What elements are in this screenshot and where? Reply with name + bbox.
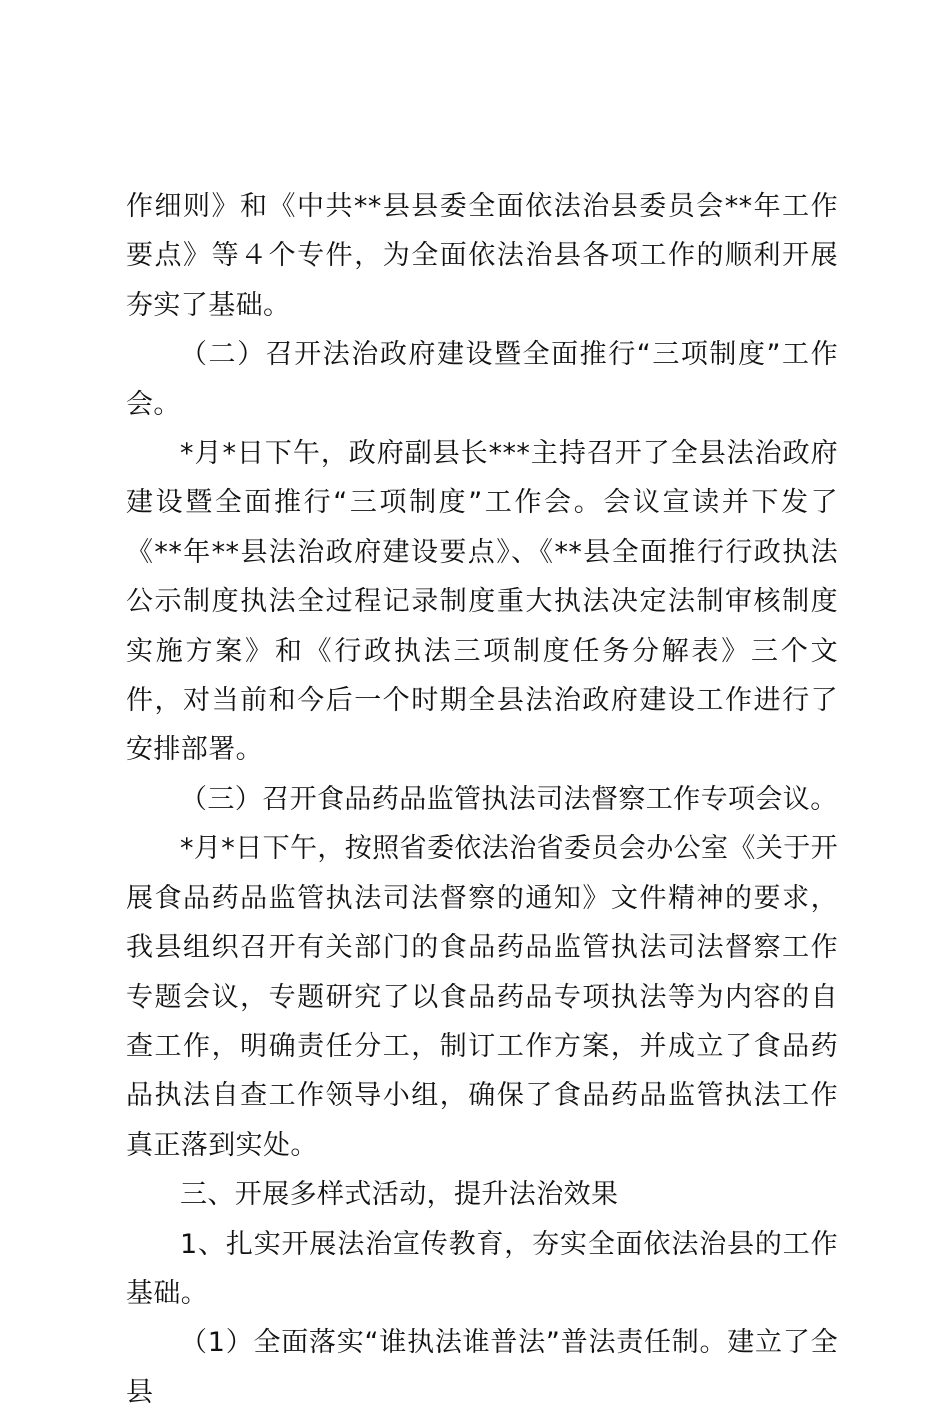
paragraph-continuation: 作细则》和《中共**县县委全面依法治县委员会**年工作要点》等４个专件，为全面依法治县各项工作的顺利开展夯实了基础。 bbox=[126, 191, 838, 321]
subsection-heading-1: 1、扎实开展法治宣传教育，夯实全面依法治县的工作基础。 bbox=[126, 1228, 838, 1309]
document-body bbox=[126, 182, 838, 1417]
chapter-heading-3: 三、开展多样式活动，提升法治效果 bbox=[180, 1179, 619, 1211]
paragraph-item-1: （1）全面落实“谁执法谁普法”普法责任制。建立了全县 bbox=[126, 1327, 838, 1408]
section-heading-2: （二）召开法治政府建设暨全面推行“三项制度”工作会。 bbox=[126, 339, 838, 420]
paragraph-meeting-1: *月*日下午，政府副县长***主持召开了全县法治政府建设暨全面推行“三项制度”工作会。会议宣读并下发了《**年**县法治政府建设要点》、《**县全面推行行政执法公示制度执法全过程记录制度重大执法决定法制审核制度实施方案》和《行政执法三项制度任务分解表》三个文件，对当前和今后一个时期全县法治政府建设工作进行了安排部署。 bbox=[126, 438, 838, 766]
paragraph-meeting-2: *月*日下午，按照省委依法治省委员会办公室《关于开展食品药品监管执法司法督察的通知》文件精神的要求，我县组织召开有关部门的食品药品监管执法司法督察工作专题会议，专题研究了以食品药品专项执法等为内容的自查工作，明确责任分工，制订工作方案，并成立了食品药品执法自查工作领导小组，确保了食品药品监管执法工作真正落到实处。 bbox=[126, 833, 838, 1161]
section-heading-3: （三）召开食品药品监管执法司法督察工作专项会议。 bbox=[180, 783, 838, 815]
